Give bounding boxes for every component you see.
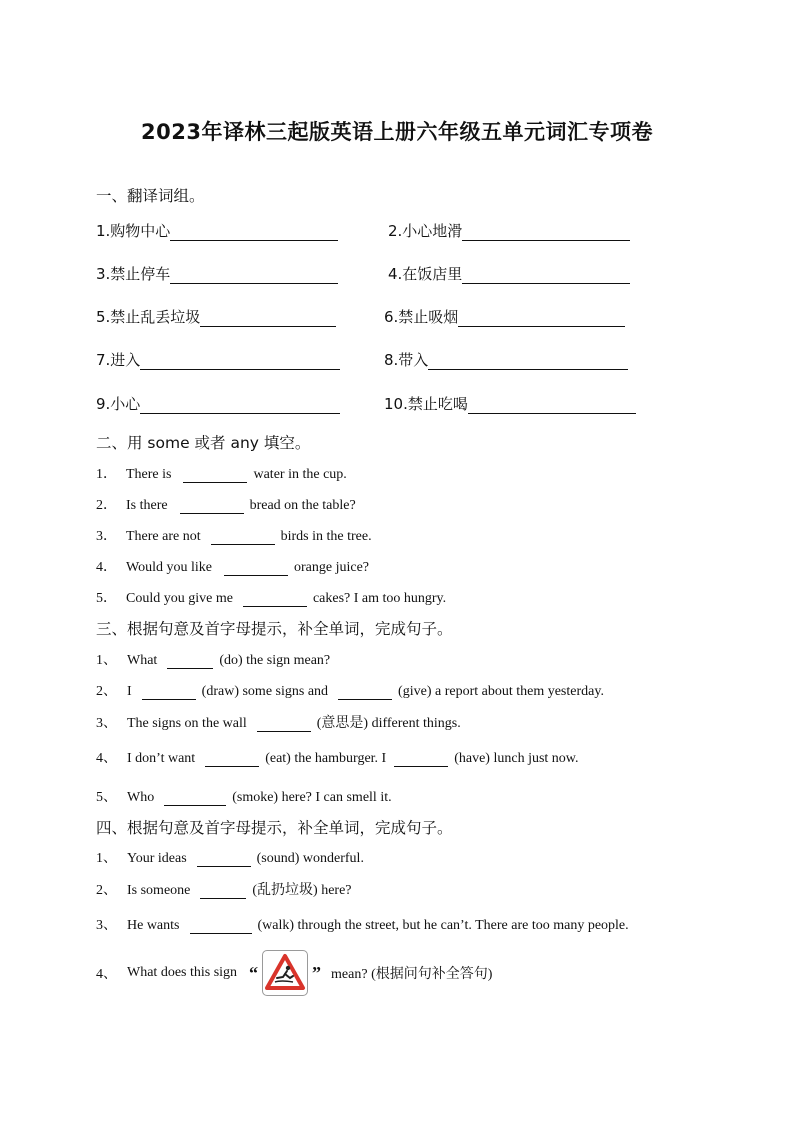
- answer-blank[interactable]: [462, 224, 630, 241]
- answer-blank[interactable]: [170, 224, 338, 241]
- answer-blank[interactable]: [167, 654, 213, 669]
- s3-item-3: 3、 The signs on the wall (意思是) different things.: [96, 716, 461, 731]
- s3-item-4: 4、 I don’t want (eat) the hamburger. I (have) lunch just now.: [96, 751, 579, 766]
- s1-item-6: 6.禁止吸烟: [384, 306, 625, 327]
- s2-item-1: 1． There is water in the cup.: [96, 467, 347, 482]
- answer-blank[interactable]: [190, 919, 252, 934]
- answer-blank[interactable]: [243, 592, 307, 607]
- s1-item-10: 10.禁止吃喝: [384, 393, 636, 414]
- answer-blank[interactable]: [200, 310, 336, 327]
- s3-item-5: 5、 Who (smoke) here? I can smell it.: [96, 790, 392, 805]
- s1-item-2: 2.小心地滑: [388, 220, 630, 241]
- answer-blank[interactable]: [468, 397, 636, 414]
- answer-blank[interactable]: [462, 267, 630, 284]
- answer-blank[interactable]: [200, 884, 246, 899]
- s3-item-2: 2、 I (draw) some signs and (give) a report about them yesterday.: [96, 684, 604, 699]
- s4-item-4: 4、 What does this sign “ ” mean? (根据问句补全答句): [96, 950, 492, 996]
- answer-blank[interactable]: [338, 685, 392, 700]
- section4-heading: 四、根据句意及首字母提示，补全单词，完成句子。: [96, 819, 453, 837]
- answer-blank[interactable]: [183, 468, 247, 483]
- section1-heading: 一、翻译词组。: [96, 187, 205, 205]
- s2-item-5: 5． Could you give me cakes? I am too hungry.: [96, 591, 447, 606]
- page-title: 2023年译林三起版英语上册六年级五单元词汇专项卷: [141, 120, 653, 144]
- answer-blank[interactable]: [205, 752, 259, 767]
- s1-item-3: 3.禁止停车: [96, 263, 338, 284]
- s4-item-1: 1、 Your ideas (sound) wonderful.: [96, 851, 364, 866]
- answer-blank[interactable]: [257, 717, 311, 732]
- s2-item-4: 4． Would you like orange juice?: [96, 560, 369, 575]
- s1-item-8: 8.带入: [384, 349, 628, 370]
- section2-heading: 二、用 some 或者 any 填空。: [96, 434, 311, 452]
- answer-blank[interactable]: [140, 353, 340, 370]
- answer-blank[interactable]: [142, 685, 196, 700]
- s4-item-2: 2、 Is someone (乱扔垃圾) here?: [96, 883, 352, 898]
- s2-item-2: 2． Is there bread on the table?: [96, 498, 356, 513]
- s1-item-9: 9.小心: [96, 393, 340, 414]
- s1-item-7: 7.进入: [96, 349, 340, 370]
- s2-item-3: 3． There are not birds in the tree.: [96, 529, 372, 544]
- answer-blank[interactable]: [211, 530, 275, 545]
- s4-item-3: 3、 He wants (walk) through the street, but he can’t. There are too many people.: [96, 918, 629, 933]
- s1-item-1: 1.购物中心: [96, 220, 338, 241]
- caution-wet-floor-sign-icon: [262, 950, 308, 996]
- answer-blank[interactable]: [428, 353, 628, 370]
- s1-item-4: 4.在饭店里: [388, 263, 630, 284]
- answer-blank[interactable]: [224, 561, 288, 576]
- section3-heading: 三、根据句意及首字母提示，补全单词，完成句子。: [96, 620, 453, 638]
- answer-blank[interactable]: [164, 791, 226, 806]
- answer-blank[interactable]: [170, 267, 338, 284]
- answer-blank[interactable]: [180, 499, 244, 514]
- s3-item-1: 1、 What (do) the sign mean?: [96, 653, 331, 668]
- s1-item-5: 5.禁止乱丢垃圾: [96, 306, 336, 327]
- answer-blank[interactable]: [458, 310, 625, 327]
- answer-blank[interactable]: [197, 852, 251, 867]
- answer-blank[interactable]: [140, 397, 340, 414]
- answer-blank[interactable]: [394, 752, 448, 767]
